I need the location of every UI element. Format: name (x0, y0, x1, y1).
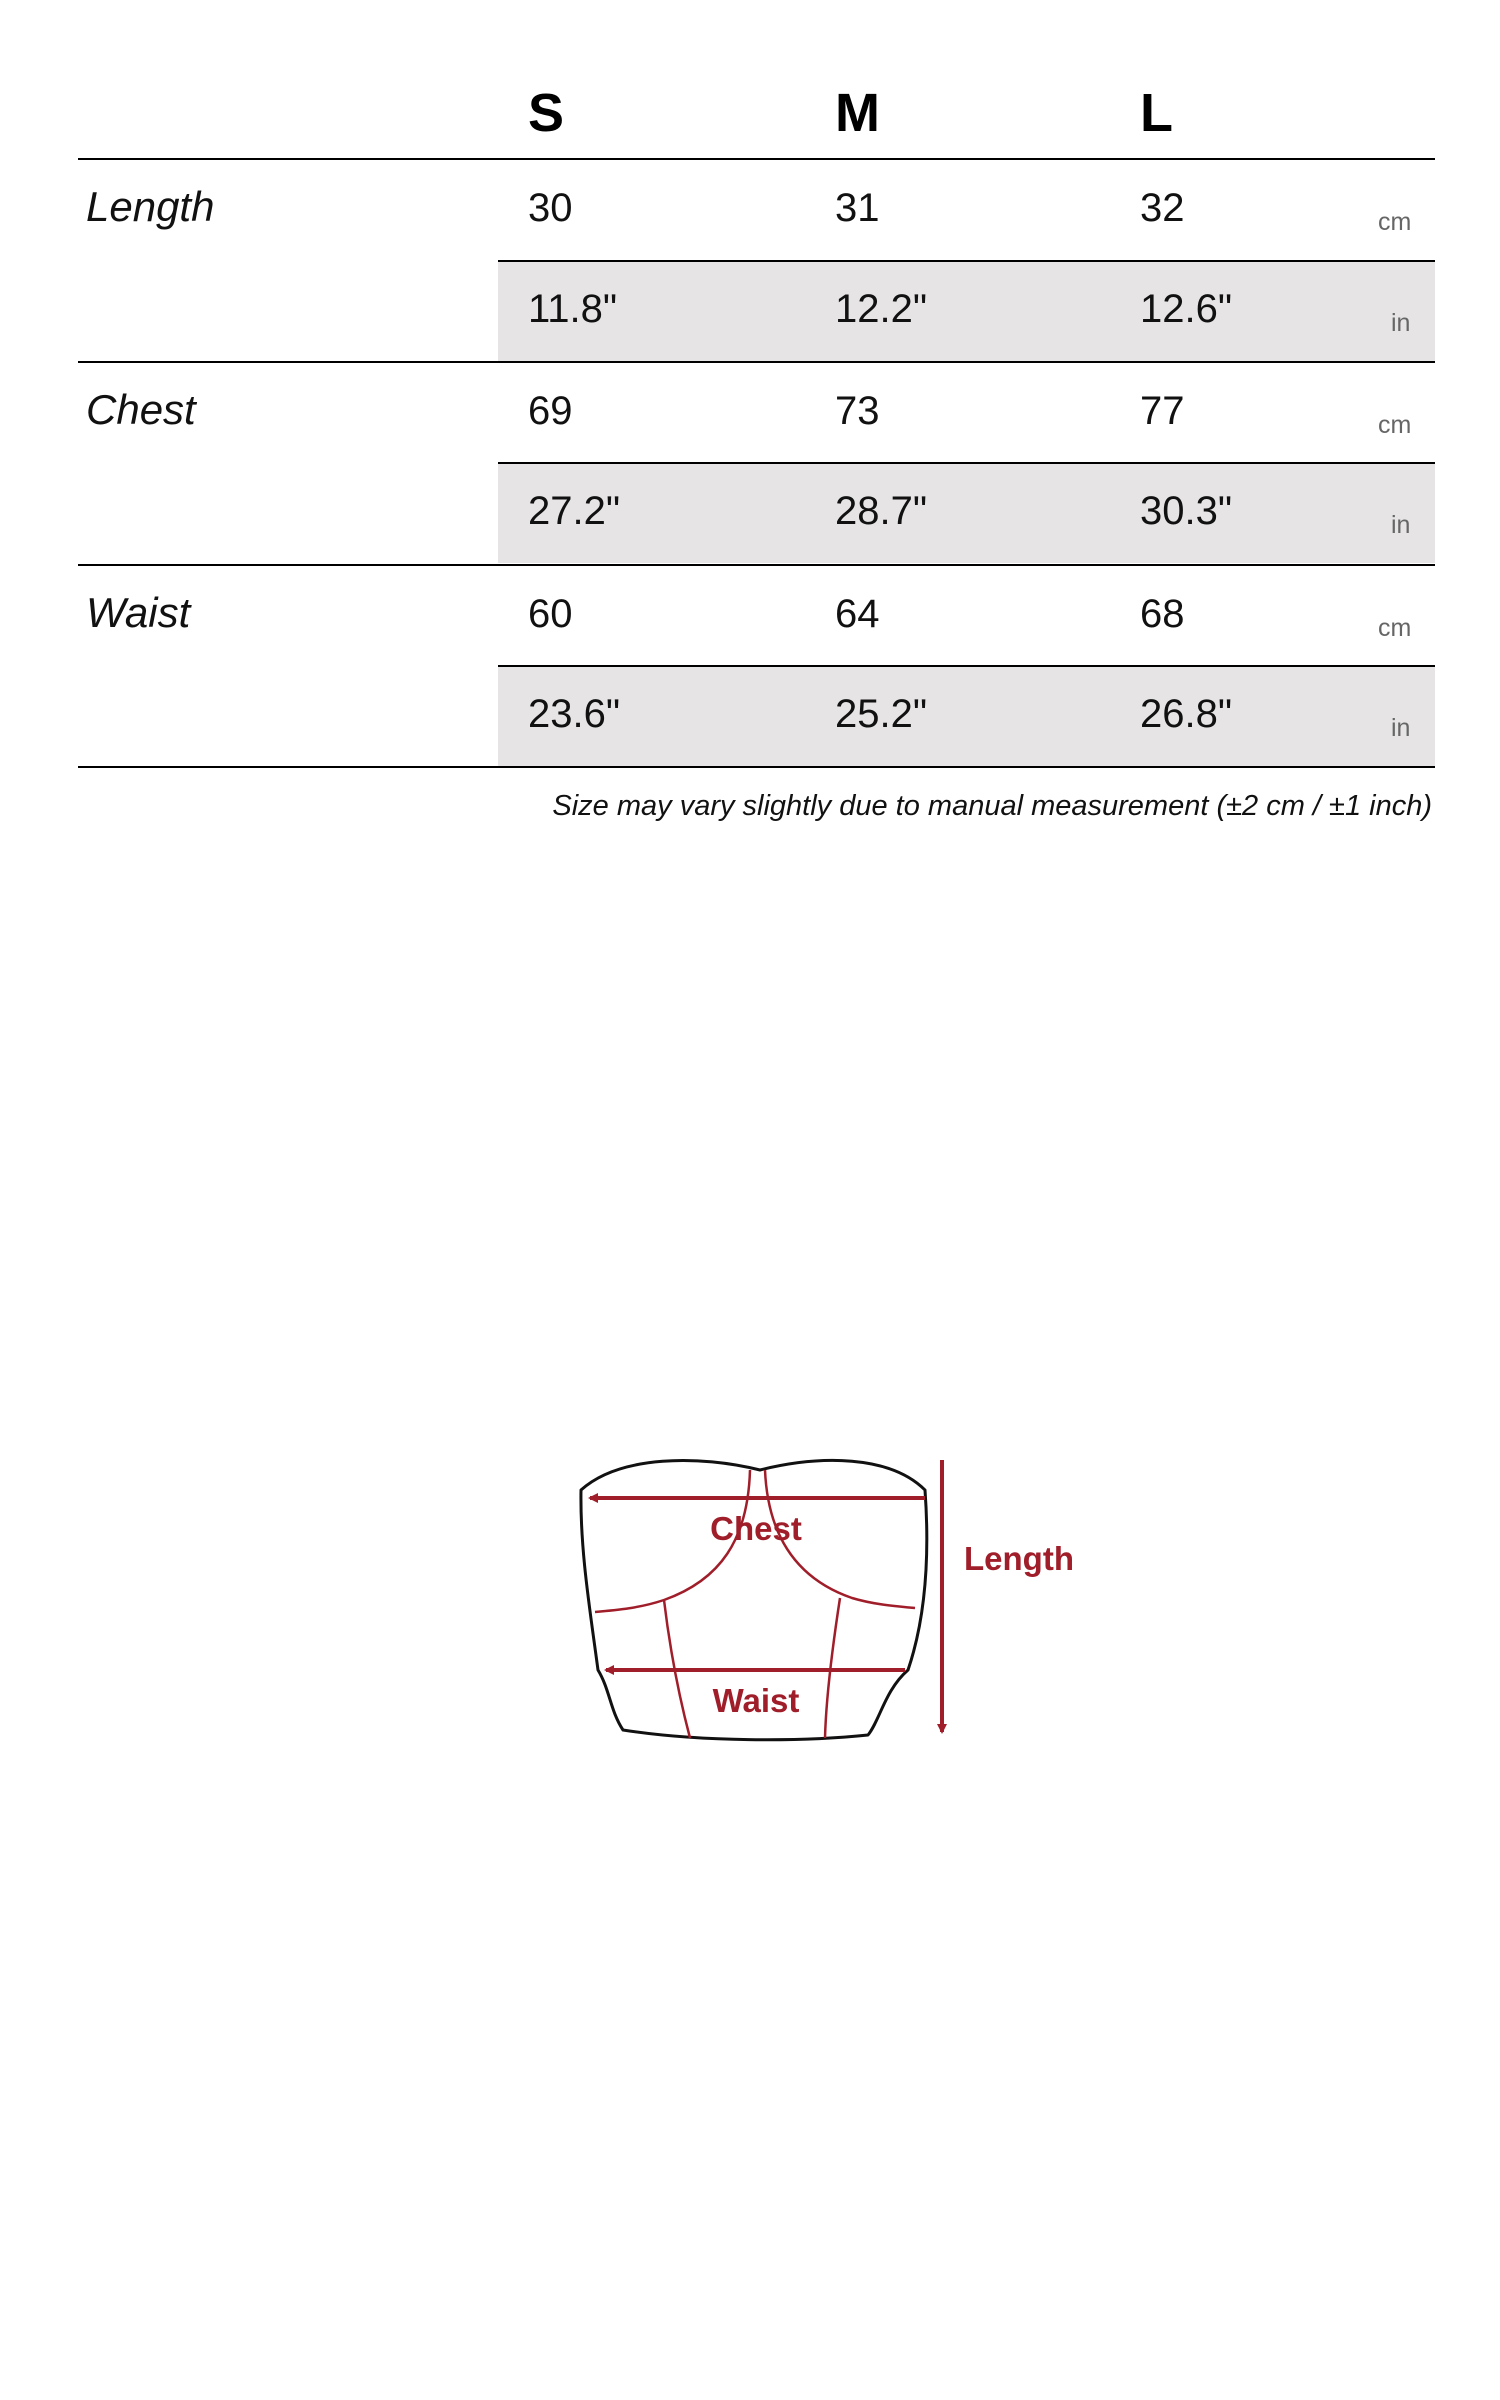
row-label-chest: Chest (86, 386, 196, 433)
unit-cm: cm (1378, 614, 1412, 642)
waist-label: Waist (712, 1682, 800, 1719)
chest-label: Chest (710, 1510, 802, 1547)
waist-l-cm: 68 (1140, 592, 1185, 636)
waist-l-in: 26.8" (1140, 692, 1233, 736)
row-label-waist: Waist (86, 589, 191, 636)
length-l-in: 12.6" (1140, 287, 1233, 331)
row-label-length: Length (86, 183, 215, 230)
unit-in: in (1391, 511, 1411, 539)
size-s-header: S (528, 83, 565, 143)
length-label: Length (964, 1540, 1074, 1577)
size-l-header: L (1140, 83, 1173, 143)
length-m-cm: 31 (835, 186, 880, 230)
waist-m-cm: 64 (835, 592, 880, 636)
unit-in: in (1391, 714, 1411, 742)
chest-m-cm: 73 (835, 389, 880, 433)
measurement-note: Size may vary slightly due to manual measurement (±2 cm / ±1 inch) (552, 790, 1432, 822)
chest-l-in: 30.3" (1140, 489, 1233, 533)
size-m-header: M (835, 83, 880, 143)
unit-cm: cm (1378, 208, 1412, 236)
length-l-cm: 32 (1140, 186, 1185, 230)
chest-m-in: 28.7" (835, 489, 928, 533)
length-s-cm: 30 (528, 186, 573, 230)
unit-in: in (1391, 309, 1411, 337)
unit-cm: cm (1378, 411, 1412, 439)
length-m-in: 12.2" (835, 287, 928, 331)
waist-m-in: 25.2" (835, 692, 928, 736)
waist-s-in: 23.6" (528, 692, 621, 736)
waist-s-cm: 60 (528, 592, 573, 636)
chest-l-cm: 77 (1140, 389, 1185, 433)
chest-s-in: 27.2" (528, 489, 621, 533)
chest-s-cm: 69 (528, 389, 573, 433)
length-s-in: 11.8" (528, 287, 618, 331)
